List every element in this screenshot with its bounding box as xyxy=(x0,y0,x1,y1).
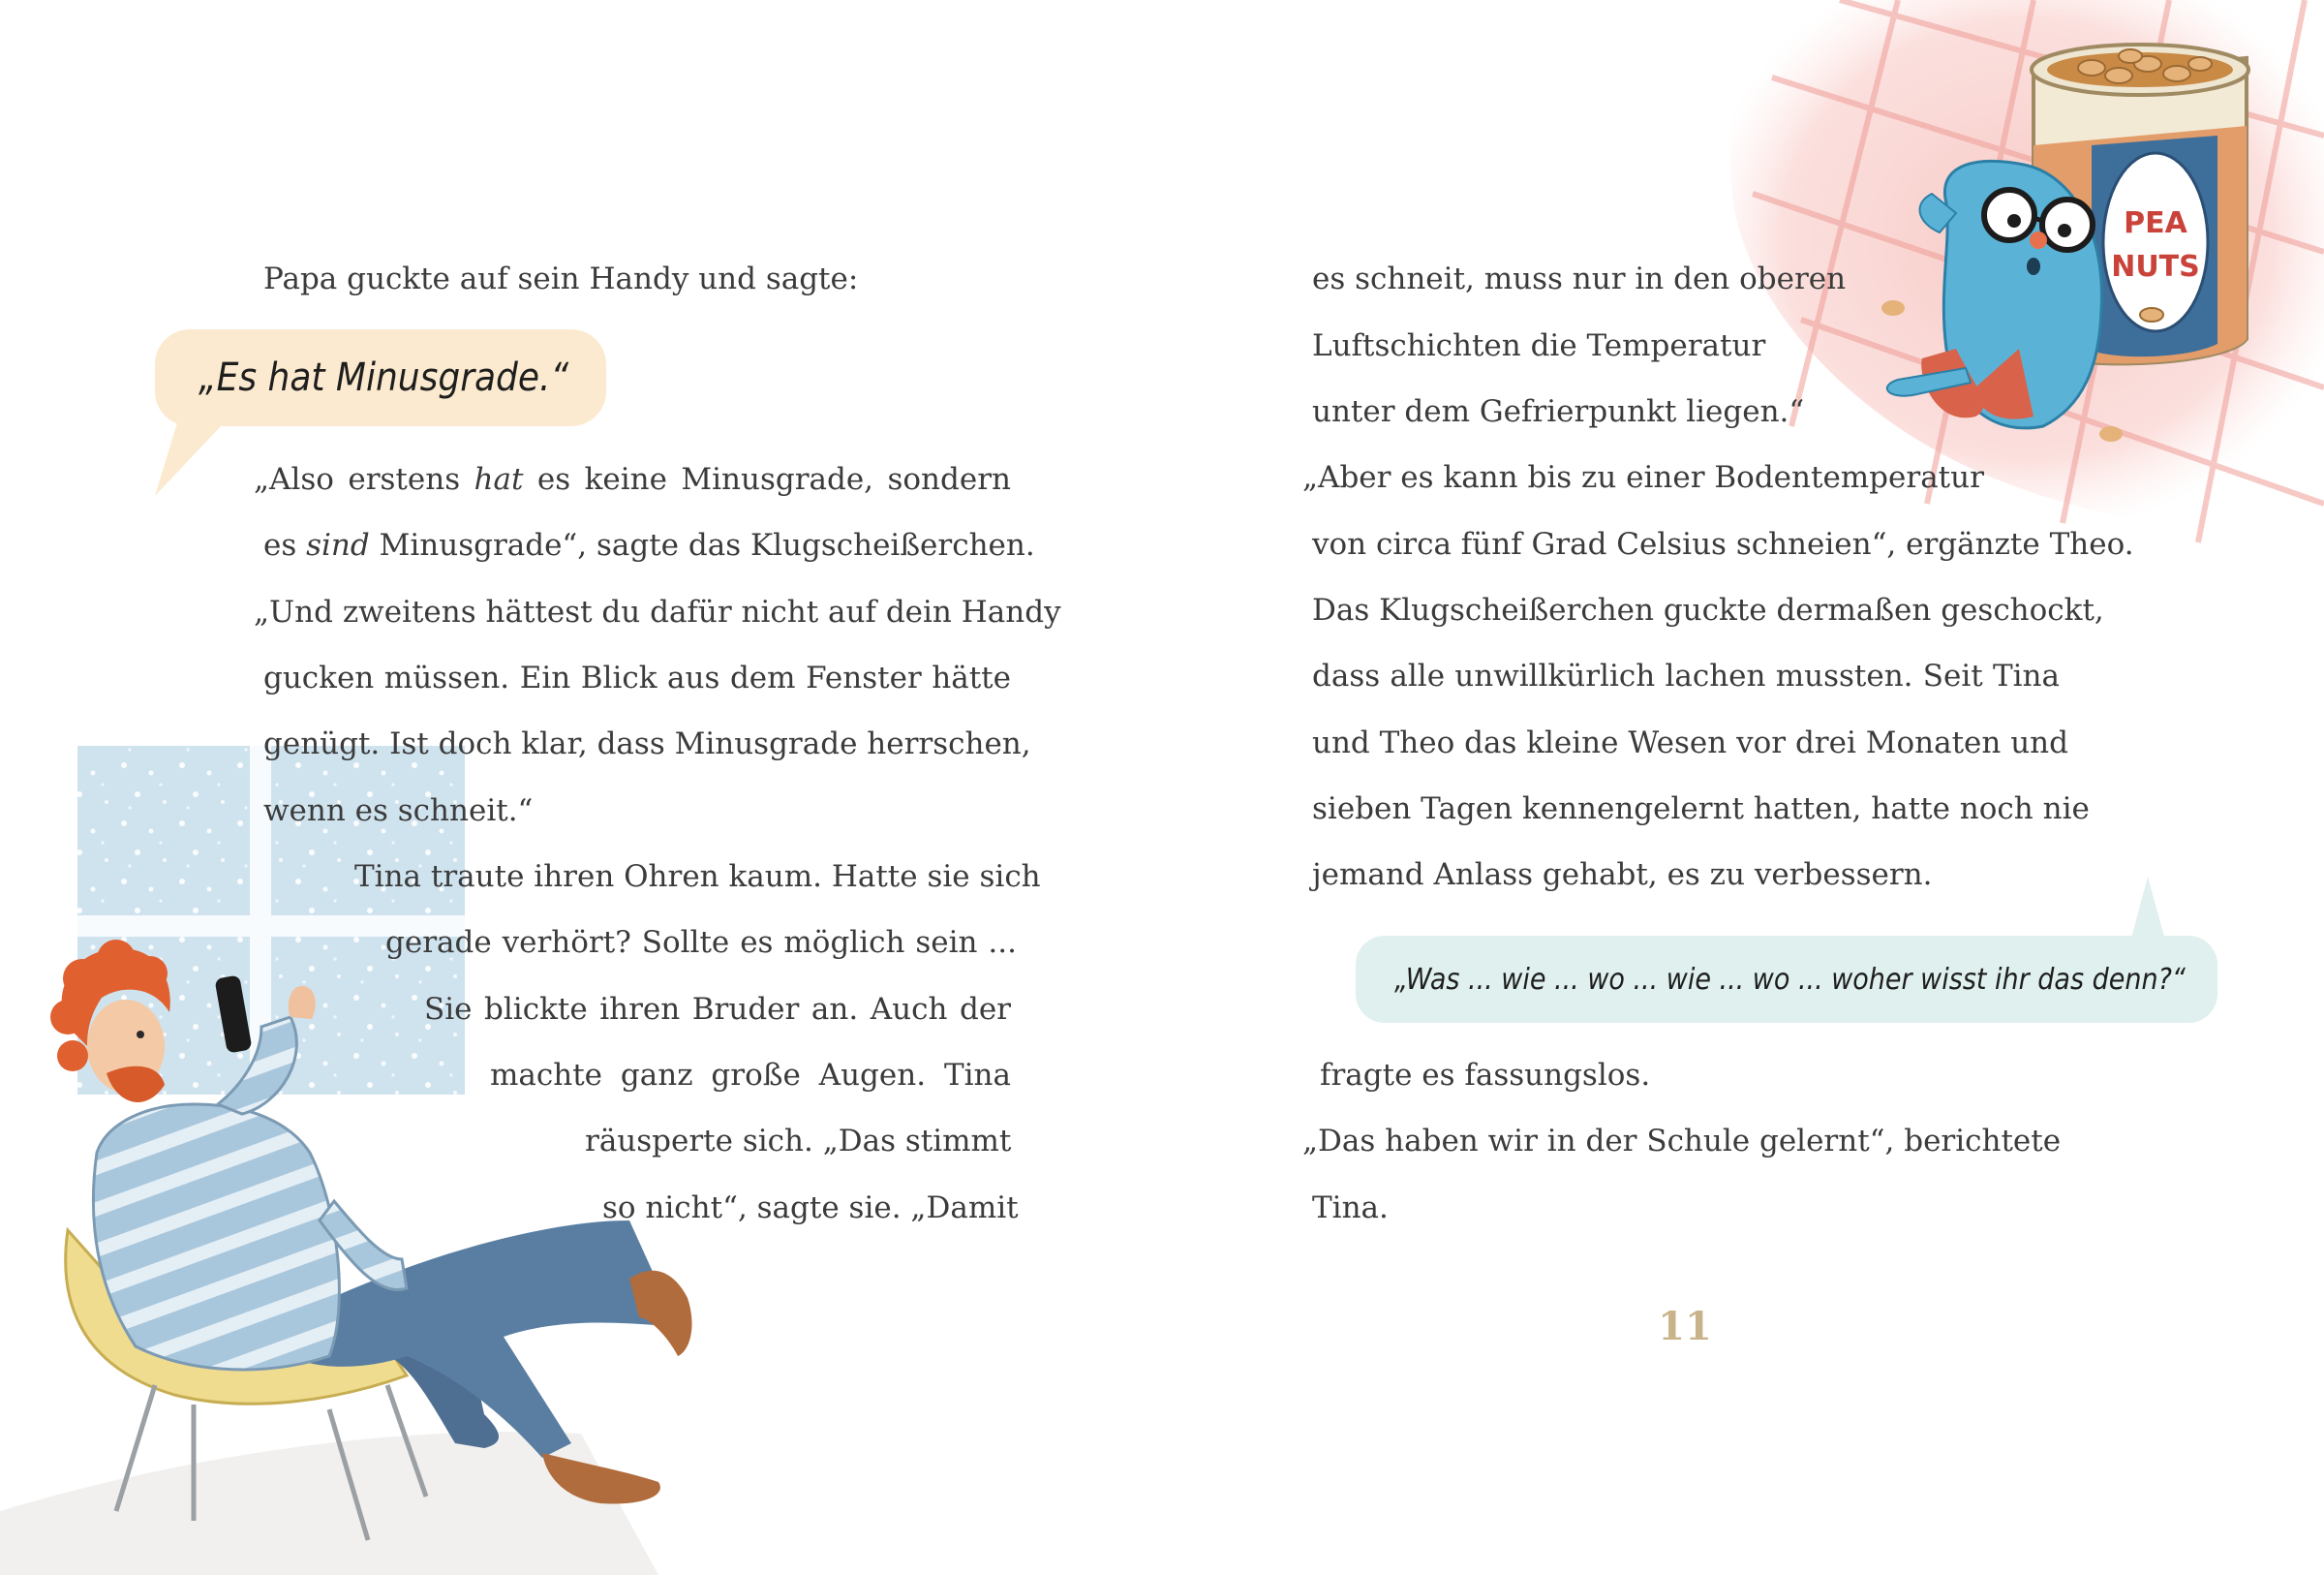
right-line-13: Tina. xyxy=(1312,1190,1389,1225)
right-speech-bubble-text: „Was ... wie ... wo ... wie ... wo ... woher wisst ihr das denn?“ xyxy=(1394,963,2186,997)
right-line-7: dass alle unwillkürlich lachen mussten. Seit Tina xyxy=(1312,659,2060,694)
left-line-3: „Und zweitens hättest du dafür nicht auf dein Handy xyxy=(254,595,1061,630)
left-line-12: so nicht“, sagte sie. „Damit xyxy=(602,1190,1019,1225)
right-line-2: Luftschichten die Temperatur xyxy=(1312,328,1766,363)
right-line-3: unter dem Gefrierpunkt liegen.“ xyxy=(1312,394,1805,429)
right-line-11: fragte es fassungslos. xyxy=(1320,1058,1651,1093)
page-number: 11 xyxy=(1658,1304,1712,1349)
right-line-1: es schneit, muss nur in den oberen xyxy=(1312,262,1847,296)
can-label-nuts: NUTS xyxy=(2111,250,2200,284)
left-line-9: Sie blickte ihren Bruder an. Auch der xyxy=(424,992,1011,1027)
left-line-5: genügt. Ist doch klar, dass Minusgrade herrschen, xyxy=(263,726,1031,761)
right-line-10: jemand Anlass gehabt, es zu verbessern. xyxy=(1312,857,1933,892)
right-line-5: von circa fünf Grad Celsius schneien“, ergänzte Theo. xyxy=(1312,527,2134,562)
left-line-11: räusperte sich. „Das stimmt xyxy=(585,1124,1012,1158)
left-speech-bubble-text: „Es hat Minusgrade.“ xyxy=(199,355,569,400)
left-line-2: es sind Minusgrade“, sagte das Klugscheißerchen. xyxy=(263,528,1035,563)
right-line-9: sieben Tagen kennengelernt hatten, hatte noch nie xyxy=(1312,791,2090,826)
left-intro-text: Papa guckte auf sein Handy und sagte: xyxy=(263,262,859,296)
can-label-pea: PEA xyxy=(2124,206,2187,240)
left-line-10: machte ganz große Augen. Tina xyxy=(490,1058,1011,1093)
right-speech-bubble-shape xyxy=(1356,877,2217,1023)
left-line-1: „Also erstens hat es keine Minusgrade, sondern xyxy=(254,462,1011,497)
right-line-8: und Theo das kleine Wesen vor drei Monaten und xyxy=(1312,726,2068,760)
right-line-12: „Das haben wir in der Schule gelernt“, berichtete xyxy=(1302,1124,2062,1158)
right-line-6: Das Klugscheißerchen guckte dermaßen geschockt, xyxy=(1312,593,2104,628)
floor-shadow xyxy=(0,1432,658,1575)
left-line-7: Tina traute ihren Ohren kaum. Hatte sie sich xyxy=(354,859,1041,894)
left-line-4: gucken müssen. Ein Blick aus dem Fenster hätte xyxy=(263,661,1011,695)
right-line-4: „Aber es kann bis zu einer Bodentemperatur xyxy=(1302,460,1984,495)
left-line-8: gerade verhört? Sollte es möglich sein ... xyxy=(385,925,1017,960)
left-line-6: wenn es schneit.“ xyxy=(263,793,534,828)
